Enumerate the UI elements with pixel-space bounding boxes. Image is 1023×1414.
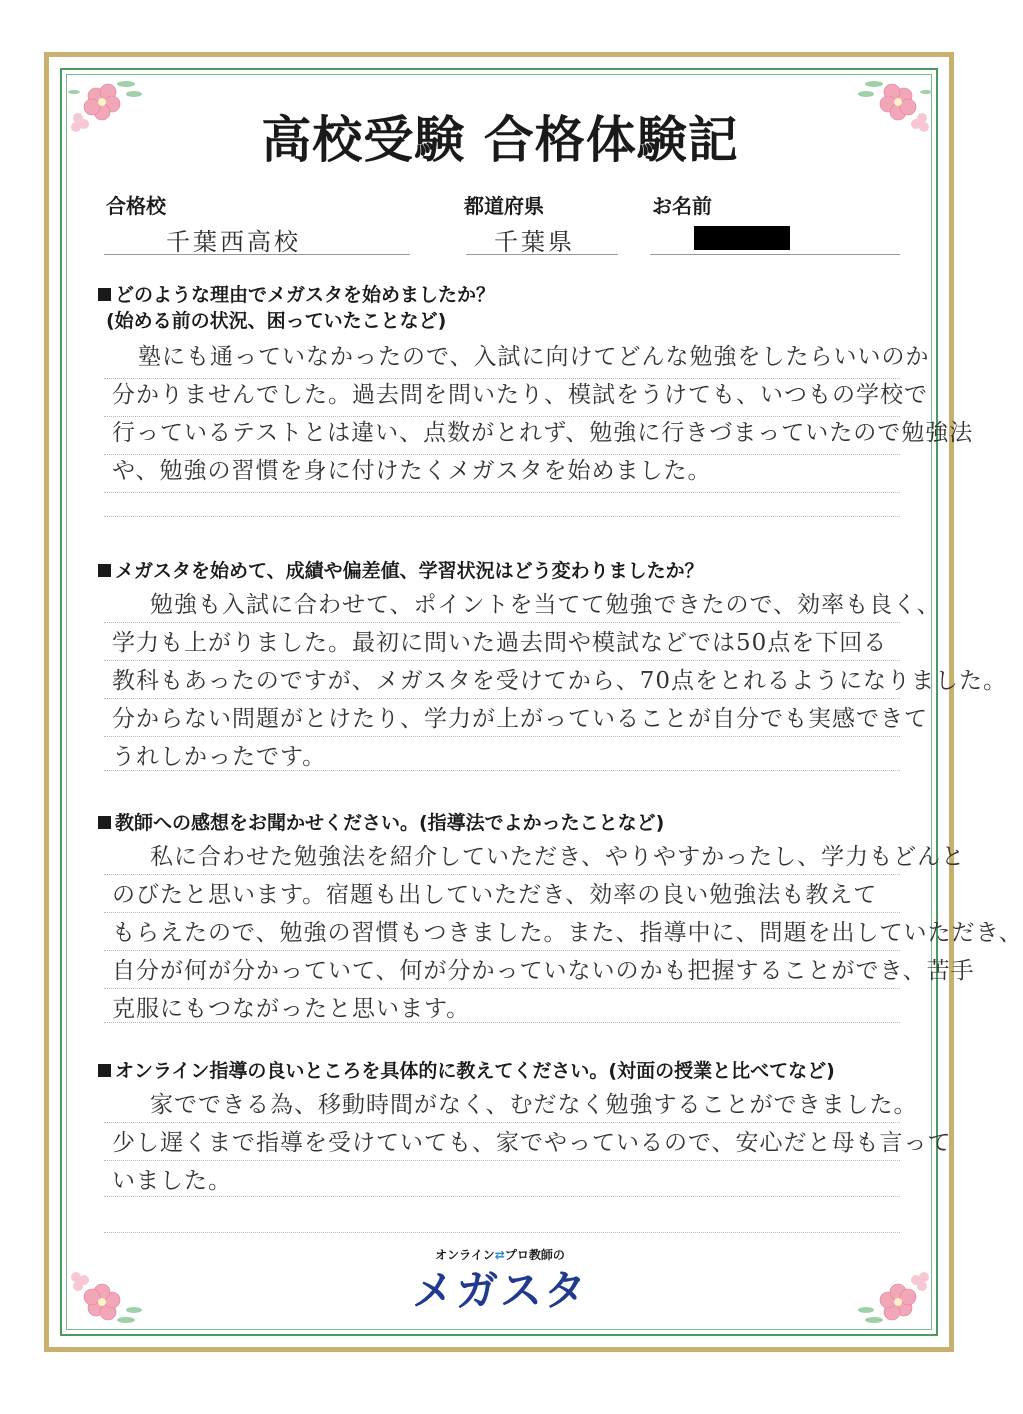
answer-line: いました。	[112, 1168, 232, 1194]
school-value: 千葉西高校	[166, 228, 301, 256]
answer-line: 塾にも通っていなかったので、入試に向けてどんな勉強をしたらいいのか	[138, 344, 930, 370]
school-label: 合格校	[106, 194, 166, 218]
answer-line: うれしかったです。	[112, 744, 327, 770]
ruled-line	[104, 874, 900, 875]
question-subheading: (始める前の状況、困っていたことなど)	[106, 310, 447, 332]
square-bullet-icon	[98, 288, 111, 301]
answer-line: 分かりませんでした。過去問を問いたり、模試をうけても、いつもの学校で	[112, 382, 928, 408]
square-bullet-icon	[98, 564, 111, 577]
answer-line: 私に合わせた勉強法を紹介していただき、やりやすかったし、学力もどんと	[150, 844, 966, 870]
square-bullet-icon	[98, 816, 111, 829]
answer-line: 少し遅くまで指導を受けていても、家でやっているので、安心だと母も言って	[112, 1130, 952, 1156]
answer-text	[112, 586, 1008, 776]
ruled-line	[104, 770, 900, 771]
answer-line: 克服にもつながったと思います。	[112, 996, 471, 1022]
answer-line: 勉強も入試に合わせて、ポイントを当てて勉強できたので、効率も良く、	[150, 592, 941, 618]
ruled-line	[104, 378, 900, 379]
answer-line: 行っているテストとは違い、点数がとれず、勉強に行きづまっていたので勉強法	[112, 420, 974, 446]
ruled-line	[104, 1122, 900, 1123]
question-heading: オンライン指導の良いところを具体的に教えてください。(対面の授業と比べてなど)	[98, 1056, 835, 1083]
ruled-line	[104, 516, 900, 517]
answer-line: 自分が何が分かっていて、何が分かっていないのかも把握することができ、苦手	[112, 958, 975, 984]
question-heading: メガスタを始めて、成績や偏差値、学習状況はどう変わりましたか？	[98, 556, 704, 583]
ruled-line	[104, 1160, 900, 1161]
logo-tagline: オンライン⇄プロ教師の	[435, 1248, 565, 1262]
ruled-line	[104, 622, 900, 623]
answer-text	[112, 838, 1023, 1028]
ruled-line	[104, 1022, 900, 1023]
ruled-line	[104, 492, 900, 493]
answer-line: 教科もあったのですが、メガスタを受けてから、70点をとれるようになりました。	[112, 668, 1008, 694]
answer-line: 家でできる為、移動時間がなく、むだなく勉強することができました。	[150, 1092, 918, 1118]
ruled-line	[104, 1232, 900, 1233]
answer-line: 学力も上がりました。最初に問いた過去問や模試などでは50点を下回る	[112, 630, 888, 656]
question-heading: どのような理由でメガスタを始めましたか？	[98, 280, 495, 307]
answer-text	[112, 338, 974, 490]
ruled-line	[104, 950, 900, 951]
square-bullet-icon	[98, 1064, 111, 1077]
ruled-line	[104, 988, 900, 989]
ruled-line	[104, 660, 900, 661]
ruled-line	[104, 1196, 900, 1197]
answer-text	[112, 1086, 952, 1200]
redacted-name	[694, 226, 790, 250]
ruled-line	[104, 416, 900, 417]
name-underline	[650, 254, 900, 255]
answer-line: 分からない問題がとけたり、学力が上がっていることが自分でも実感できて	[112, 706, 928, 732]
answer-line: や、勉強の習慣を身に付けたくメガスタを始めました。	[112, 458, 712, 484]
megasta-logo: メガスタ	[411, 1266, 588, 1315]
prefecture-value: 千葉県	[494, 228, 575, 256]
sync-arrow-icon: ⇄	[494, 1248, 505, 1262]
school-underline	[104, 254, 410, 255]
question-heading: 教師への感想をお聞かせください。(指導法でよかったことなど)	[98, 808, 664, 835]
prefecture-label: 都道府県	[464, 194, 544, 218]
ruled-line	[104, 912, 900, 913]
answer-line: のびたと思います。宿題も出していただき、効率の良い勉強法も教えて	[112, 882, 878, 908]
ruled-line	[104, 736, 900, 737]
prefecture-underline	[466, 254, 618, 255]
name-label: お名前	[652, 194, 712, 218]
page-title: 高校受験 合格体験記	[261, 110, 739, 169]
ruled-line	[104, 454, 900, 455]
ruled-line	[104, 698, 900, 699]
answer-line: もらえたので、勉強の習慣もつきました。また、指導中に、問題を出していただき、	[112, 920, 1023, 946]
